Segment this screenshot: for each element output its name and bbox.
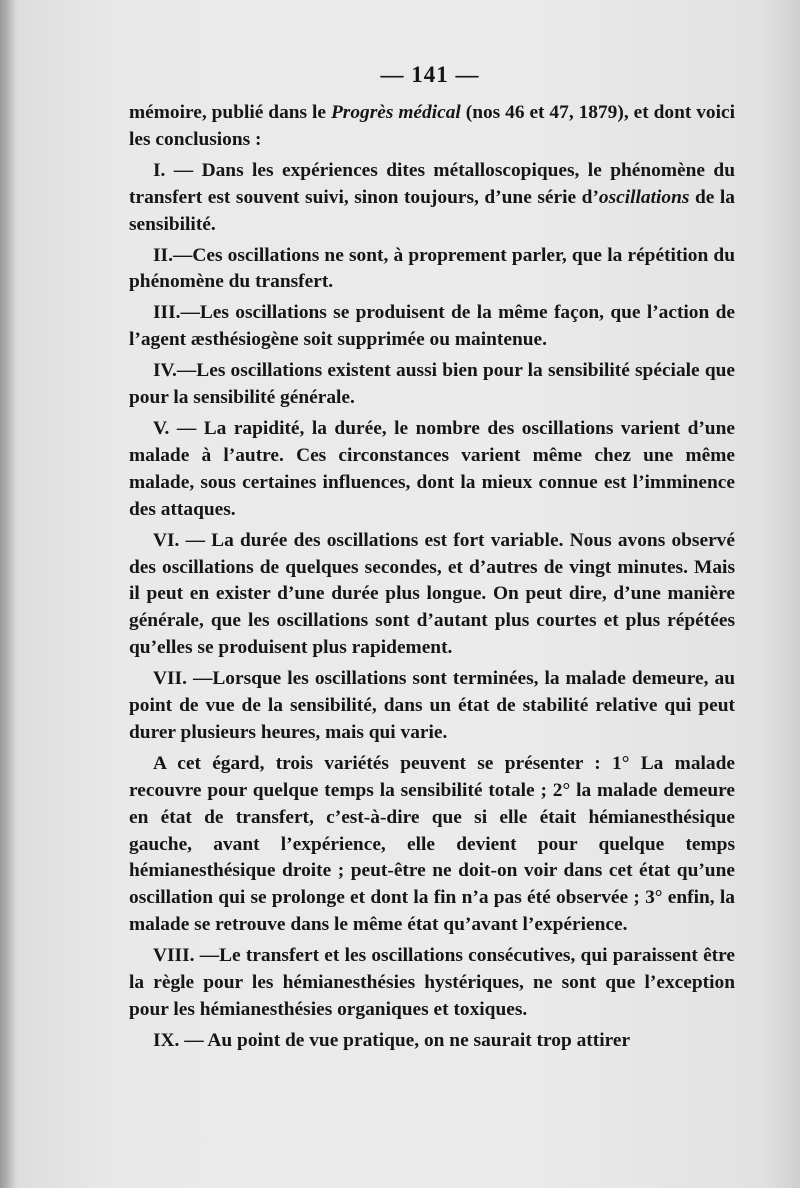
text-run: de la sensibilité. bbox=[129, 186, 735, 235]
conclusion-7: VII. —Lorsque les oscillations sont terminées, la malade demeure, au point de vue de la sensibilité, dans un état de stabilité relative qui peut durer plusieurs heures, mais qui varie. bbox=[129, 668, 735, 743]
page-number: — 141 — bbox=[380, 62, 480, 87]
conclusion-9: IX. — Au point de vue pratique, on ne saurait trop attirer bbox=[153, 1029, 631, 1051]
paragraph-intro bbox=[129, 100, 735, 154]
paragraph-varieties: A cet égard, trois variétés peuvent se présenter : 1° La malade recouvre pour quelque temps la sensibilité totale ; 2° la malade demeure en état de transfert, c’est-à-dire que si elle était hémianesthésique gauche, avant l’expérience, elle devient pour quelque temps hémianesthésique droite ; peut-être ne doit-on voir dans cet état qu’une oscillation qui se prolonge et dont la fin n’a pas été observée ; 3° enfin, la malade se retrouve dans le même état qu’avant l’expérience. bbox=[129, 752, 735, 936]
text-run: mémoire, publié dans le bbox=[129, 102, 331, 123]
emphasis-oscillations: oscillations bbox=[598, 186, 690, 208]
conclusion-8: VIII. —Le transfert et les oscillations consécutives, qui paraissent être la règle pour les hémianesthésies hystériques, ne sont que l’exception pour les hémianesthésies organiques et toxiques. bbox=[129, 945, 735, 1020]
body-text bbox=[129, 100, 735, 1055]
conclusion-2: II.—Ces oscillations ne sont, à proprement parler, que la répétition du phénomène du transfert. bbox=[129, 244, 735, 293]
conclusion-6: VI. — La durée des oscillations est fort variable. Nous avons observé des oscillations de quelques secondes, et d’autres de vingt minutes. Mais il peut en exister d’une durée plus longue. On peut dire, d’une manière générale, que les oscillations sont d’autant plus courtes et plus répétées qu’elles se produisent plus rapidement. bbox=[129, 529, 735, 659]
conclusion-1 bbox=[129, 158, 735, 239]
text-run: (nos 46 et 47, 1879), et dont voici les conclusions : bbox=[129, 102, 735, 150]
conclusion-5: V. — La rapidité, la durée, le nombre des oscillations varient d’une malade à l’autre. Ces circonstances varient même chez une même malade, sous certaines influences, dont la mieux connue est l’imminence des attaques. bbox=[129, 417, 735, 520]
journal-title: Progrès médical bbox=[330, 102, 461, 123]
conclusion-4: IV.—Les oscillations existent aussi bien pour la sensibilité spéciale que pour la sensibilité générale. bbox=[129, 360, 735, 409]
text-run: I. — Dans les expériences dites métalloscopiques, le phénomène du transfert est souvent suivi, sinon toujours, d’une série d’ bbox=[129, 159, 735, 208]
conclusion-3: III.—Les oscillations se produisent de la même façon, que l’action de l’agent æsthésiogène soit supprimée ou maintenue. bbox=[129, 302, 735, 351]
